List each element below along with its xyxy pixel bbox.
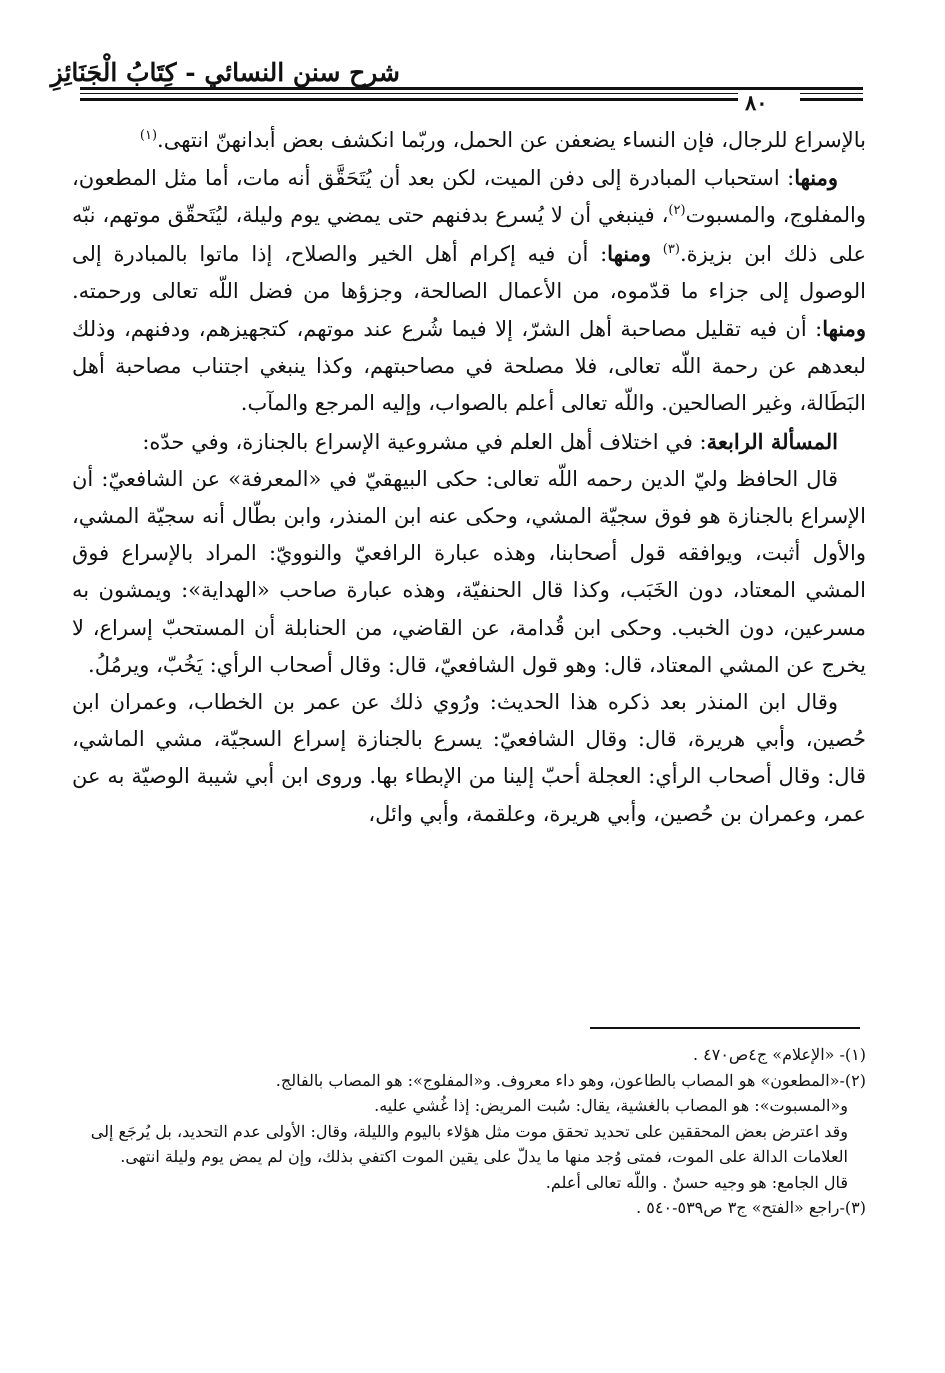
footnote-ref-1: (١) xyxy=(139,128,158,143)
header-rule-thick xyxy=(80,98,738,101)
paragraph-5: وقال ابن المنذر بعد ذكره هذا الحديث: ورُوي ذلك عن عمر بن الخطاب، وعمران ابن حُصين، وأبي هريرة، قال: وقال الشافعيّ: يسرع بالجنازة إسراع السجيّة، مشي الماشي، قال: وقال أصحاب الرأي: العجلة أحبّ إلينا من الإبطاء بها. وروى ابن أبي شيبة الوصيّة به عن عمر، وعمران بن حُصين، وأبي هريرة، وعلقمة، وأبي وائل، xyxy=(72,690,866,826)
p2-text3: : أن فيه إكرام أهل الخير والصلاح، إذا ماتوا بالمبادرة إلى الوصول إلى جزاء ما قدّموه، من الأعمال الصالحة، وجزؤها من فضل اللّه تعالى ورحمته. xyxy=(72,241,866,303)
footnotes xyxy=(72,1042,866,1221)
section-heading-masala-4: المسألة الرابعة xyxy=(706,428,838,454)
footnote-2-line2: و«المسبوت»: هو المصاب بالغشية، يقال: سُبت المريض: إذا غُشي عليه. xyxy=(374,1096,848,1115)
p3-text: : في اختلاف أهل العلم في مشروعية الإسراع بالجنازة، وفي حدّه: xyxy=(142,429,707,454)
footnote-2-line1: (٢)-«المطعون» هو المصاب بالطاعون، وهو داء معروف. و«المفلوج»: هو المصاب بالفالج. xyxy=(275,1070,866,1090)
footnote-3: (٣)-راجع «الفتح» ج٣ ص٥٣٩-٥٤٠ . xyxy=(636,1198,866,1217)
footnote-2-line4: قال الجامع: هو وجيه حسنٌ . واللّه تعالى أعلم. xyxy=(545,1172,848,1192)
footnote-ref-2: (٢) xyxy=(668,203,686,219)
keyword-minha-2: ومنها xyxy=(607,240,651,266)
running-header-title: شرح سنن النسائي - كِتَابُ الْجَنَائِزِ xyxy=(50,58,400,87)
p2-text4: : أن فيه تقليل مصاحبة أهل الشرّ، إلا فيما شُرع عند موتهم، كتجهيزهم، ودفنهم، وذلك لبعدهم عن رحمة اللّه تعالى، فلا مصلحة في مصاحبتهم، وكذا ينبغي اجتناب مصاحبة أهل البَطَالة، وغير الصالحين. واللّه تعالى أعلم بالصواب، وإليه المرجع والمآب. xyxy=(72,317,866,416)
header-rule-thin-right xyxy=(800,93,863,94)
page-number: ٨٠ xyxy=(745,90,768,115)
footnote-separator xyxy=(590,1027,860,1029)
main-text xyxy=(72,122,866,833)
paragraph-3 xyxy=(72,423,866,461)
footnote-2-line3: وقد اعترض بعض المحققين على تحديد تحقق موت مثل هؤلاء باليوم والليلة، وقال: الأولى عدم التحديد، بل يُرجَع إلى العلامات الدالة على الموت، فمتى وُجد منها ما يدلّ على يقين الموت اكتفي بذلك، وإن لم يمض يوم وليلة انتهى. xyxy=(90,1121,848,1166)
p1-line1: بالإسراع للرجال، فإن النساء يضعفن عن الحمل، وربّما انكشف بعض أبدانهنّ xyxy=(215,128,866,152)
footnote-1: (١)- «الإعلام» ج٤ص٤٧٠ . xyxy=(692,1045,866,1064)
paragraph-1 xyxy=(72,122,866,159)
p2-text2: ، فينبغي أن لا يُسرع بدفنهم حتى يمضي يوم وليلة، ليُتَحقّق موتهم، نبّه على ذلك ابن بزيزة. xyxy=(72,203,866,266)
paragraph-4: قال الحافظ وليّ الدين رحمه اللّه تعالى: حكى البيهقيّ في «المعرفة» عن الشافعيّ: أن الإسراع بالجنازة هو فوق سجيّة المشي، وحكى عنه ابن المنذر، وابن بطّال أنه سجيّة المشي، والأول أثبت، ويوافقه قول أصحابنا، وهذه عبارة الرافعيّ والنوويّ: المراد بالإسراع فوق المشي المعتاد، دون الخَبَب، وكذا قال الحنفيّة، وهذه عبارة صاحب «الهداية»: ويمشون به مسرعين، دون الخبب. وحكى ابن قُدامة، عن القاضي، من الحنابلة أن المستحبّ إسراع، لا يخرج عن المشي المعتاد، قال: وهو قول الشافعيّ، قال: وقال أصحاب الرأي: يَخُبّ، ويرمُلُ. xyxy=(72,466,866,677)
paragraph-2 xyxy=(72,159,866,422)
keyword-minha-3: ومنها xyxy=(822,316,866,342)
keyword-minha-1: ومنها xyxy=(794,165,838,191)
header-rule-thin xyxy=(80,93,738,94)
header-rule-top xyxy=(80,87,863,90)
p1-line2: انتهى. xyxy=(157,128,209,152)
p2-text1: : استحباب المبادرة إلى دفن الميت، لكن بعد أن يُتَحَقَّق أنه مات، أما مثل المطعون، والمفلوج، والمسبوت xyxy=(72,166,866,228)
footnote-ref-3: (٣) xyxy=(662,241,680,257)
header-rule-thick-right xyxy=(800,98,863,101)
